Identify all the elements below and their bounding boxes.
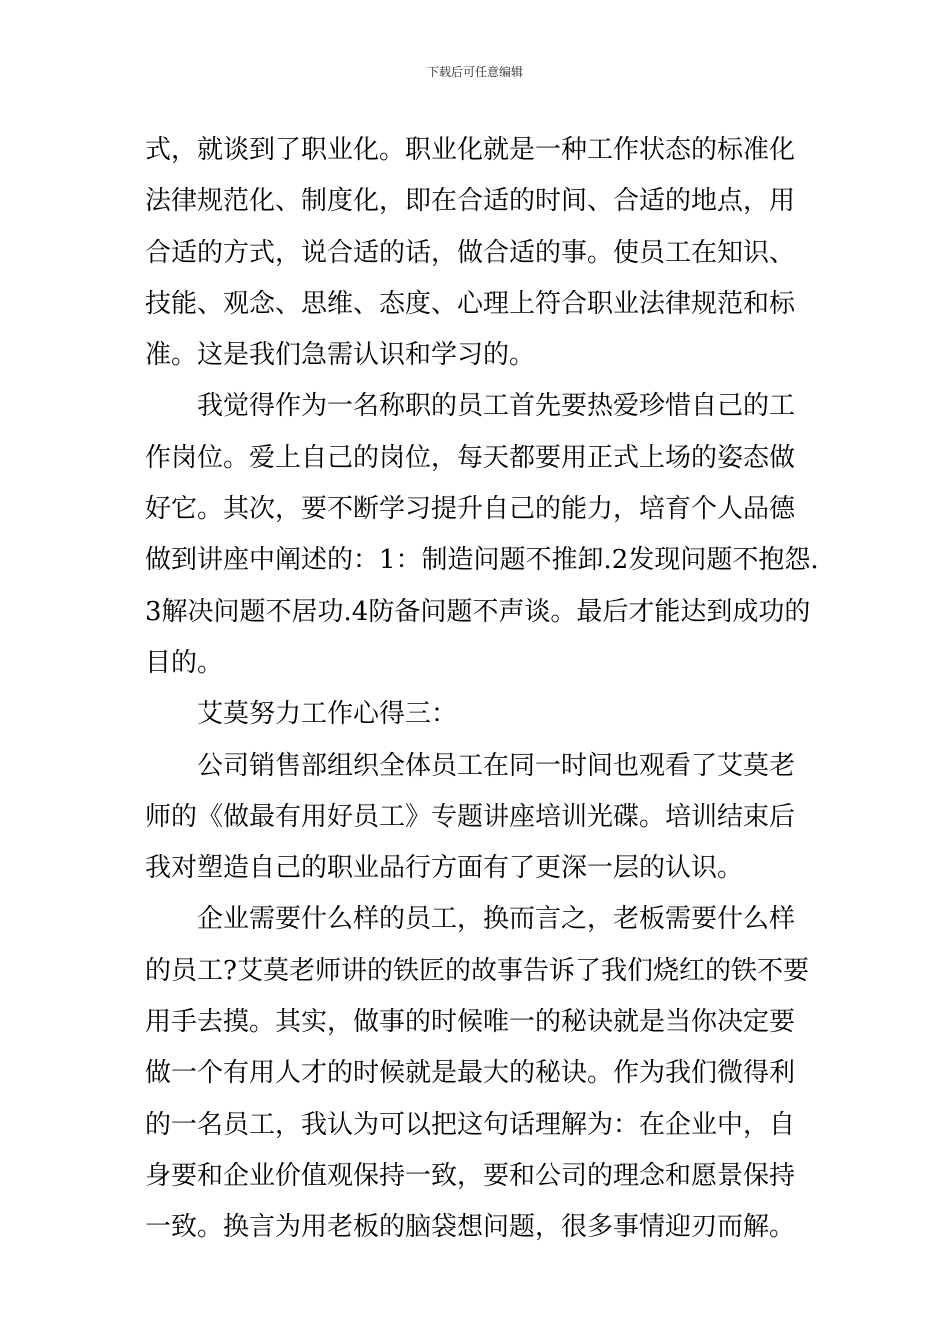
text-line: 用手去摸。其实，做事的时候唯一的秘诀就是当你决定要 (145, 1007, 796, 1038)
text-line: 身要和企业价值观保持一致，要和公司的理念和愿景保持 (145, 1160, 796, 1191)
text-line: 合适的方式，说合适的话，做合适的事。使员工在知识、 (145, 237, 796, 268)
text-line: 我对塑造自己的职业品行方面有了更深一层的认识。 (145, 853, 744, 884)
text-line: 技能、观念、思维、态度、心理上符合职业法律规范和标 (145, 288, 796, 319)
text-line: 的一名员工，我认为可以把这句话理解为：在企业中，自 (145, 1109, 796, 1140)
text-line: 3解决问题不居功.4防备问题不声谈。最后才能达到成功的 (145, 596, 811, 627)
text-line: 的员工?艾莫老师讲的铁匠的故事告诉了我们烧红的铁不要 (145, 955, 809, 986)
section-heading: 艾莫努力工作心得三： (145, 699, 458, 730)
text-line: 目的。 (145, 647, 224, 678)
text-line: 式，就谈到了职业化。职业化就是一种工作状态的标准化 (145, 135, 796, 165)
text-line: 做到讲座中阐述的：1：制造问题不推卸.2发现问题不抱怨. (145, 545, 819, 576)
text-line: 准。这是我们急需认识和学习的。 (145, 340, 536, 371)
text-line: 企业需要什么样的员工，换而言之，老板需要什么样 (145, 904, 796, 935)
text-line: 公司销售部组织全体员工在同一时间也观看了艾莫老 (145, 750, 796, 781)
text-line: 一致。换言为用老板的脑袋想问题，很多事情迎刃而解。 (145, 1212, 796, 1243)
text-line: 法律规范化、制度化，即在合适的时间、合适的地点，用 (145, 186, 796, 217)
body-text (145, 125, 825, 1254)
text-line: 我觉得作为一名称职的员工首先要热爱珍惜自己的工 (145, 391, 796, 422)
text-line: 师的《做最有用好员工》专题讲座培训光碟。培训结束后 (145, 801, 796, 832)
text-line: 好它。其次，要不断学习提升自己的能力，培育个人品德 (145, 494, 796, 525)
text-line: 做一个有用人才的时候就是最大的秘诀。作为我们微得利 (145, 1058, 796, 1089)
page-header: 下载后可任意编辑 (426, 65, 523, 79)
text-line: 作岗位。爱上自己的岗位，每天都要用正式上场的姿态做 (145, 442, 796, 473)
